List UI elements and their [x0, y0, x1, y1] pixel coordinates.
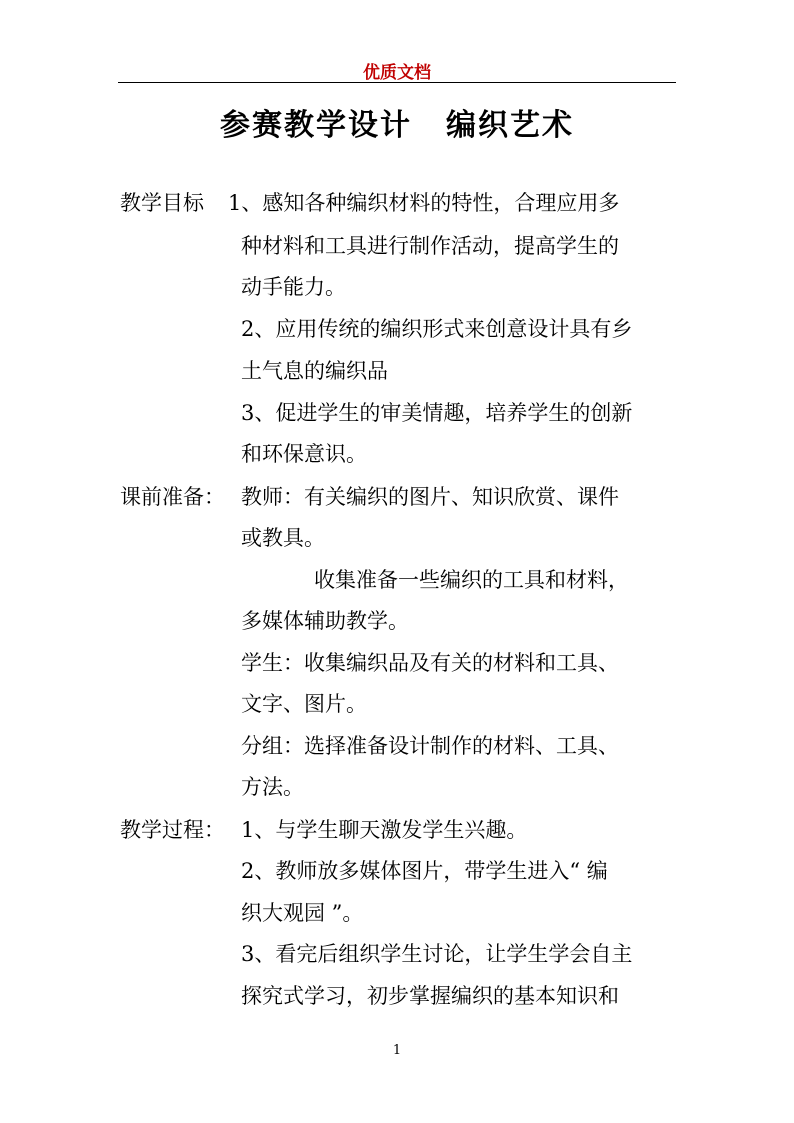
preparation-line-2: 或教具。: [241, 526, 325, 550]
objectives-line-5: 土气息的编织品: [241, 359, 388, 383]
preparation-line-3: 收集准备一些编织的工具和材料，: [314, 568, 629, 592]
title-part-1: 参赛教学设计: [220, 108, 412, 143]
objectives-line-1: 1、感知各种编织材料的特性，合理应用多: [228, 191, 620, 215]
preparation-line-8: 方法。: [241, 775, 304, 799]
objectives-line-3: 动手能力。: [241, 275, 346, 299]
objectives-line-2: 种材料和工具进行制作活动，提高学生的: [241, 234, 619, 258]
objectives-line-7: 和环保意识。: [241, 442, 367, 466]
process-line-2: 2、教师放多媒体图片，带学生进入“ 编: [241, 859, 608, 883]
preparation-line-1: 教师：有关编织的图片、知识欣赏、课件: [241, 485, 619, 509]
page-number: 1: [392, 1043, 402, 1058]
process-line-1: 1、与学生聊天激发学生兴趣。: [241, 818, 528, 842]
preparation-line-5: 学生：收集编织品及有关的材料和工具、: [241, 651, 619, 675]
process-line-4: 3、看完后组织学生讨论，让学生学会自主: [241, 942, 633, 966]
objectives-line-6: 3、促进学生的审美情趣，培养学生的创新: [241, 401, 633, 425]
title-part-2: 编织艺术: [446, 108, 574, 143]
section-label-preparation: 课前准备：: [120, 485, 225, 509]
preparation-line-7: 分组：选择准备设计制作的材料、工具、: [241, 734, 619, 758]
objectives-line-4: 2、应用传统的编织形式来创意设计具有乡: [241, 317, 633, 341]
section-label-process: 教学过程：: [120, 818, 225, 842]
process-line-5: 探究式学习，初步掌握编织的基本知识和: [241, 984, 619, 1008]
preparation-line-6: 文字、图片。: [241, 692, 367, 716]
section-label-objectives: 教学目标: [120, 191, 204, 215]
preparation-line-4: 多媒体辅助教学。: [241, 609, 409, 633]
header-divider: [118, 82, 676, 83]
document-header: 优质文档: [363, 63, 431, 83]
document-title: [0, 100, 794, 144]
process-line-3: 织大观园 ”。: [241, 901, 364, 925]
